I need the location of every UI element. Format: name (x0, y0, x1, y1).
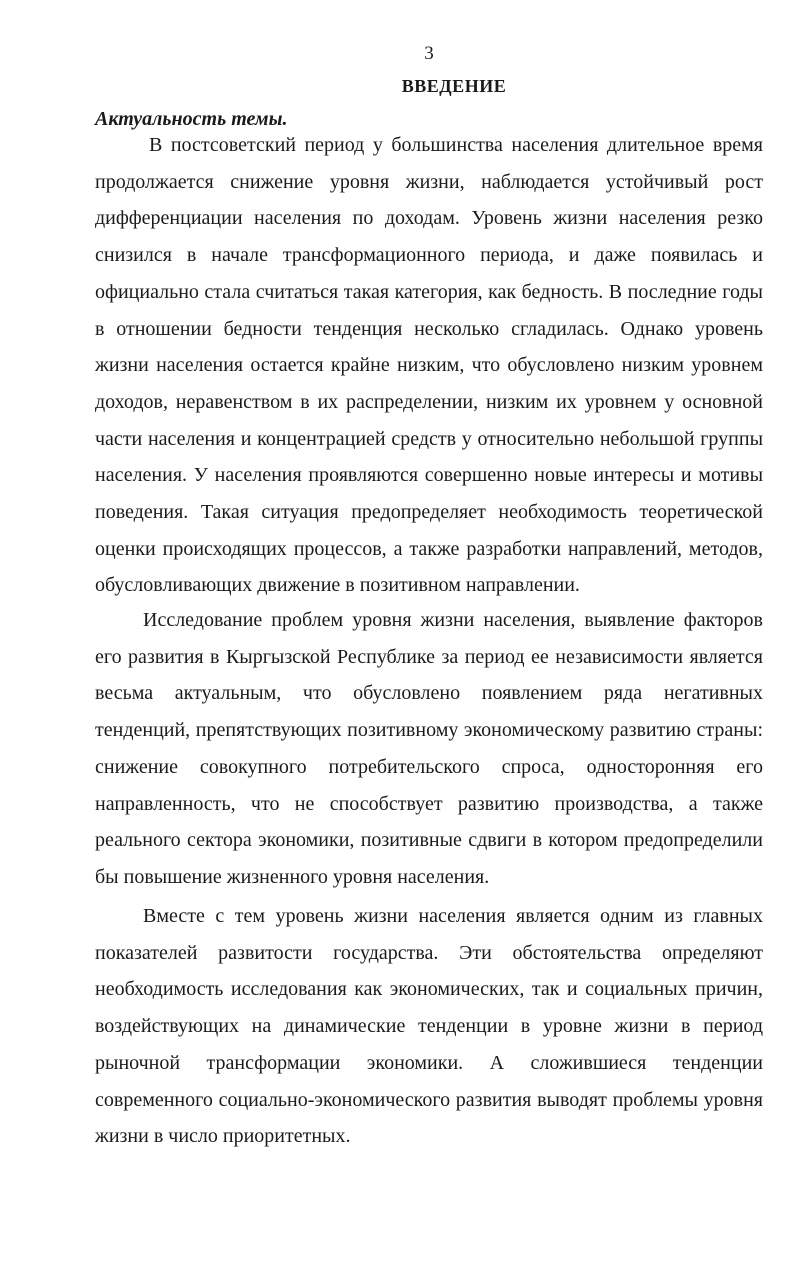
paragraph-1: В постсоветский период у большинства населения длительное время продолжается снижение уровня жизни, наблюдается устойчивый рост дифференциации населения по доходам. Уровень жизни населения резко снизился в начале трансформационного периода, и даже появилась и официально стала считаться такая категория, как бедность. В последние годы в отношении бедности тенденция несколько сгладилась. Однако уровень жизни населения остается крайне низким, что обусловлено низким уровнем доходов, неравенством в их распределении, низким их уровнем у основной части населения и концентрацией средств у относительно небольшой группы населения. У населения проявляются совершенно новые интересы и мотивы поведения. Такая ситуация предопределяет необходимость теоретической оценки происходящих процессов, а также разработки направлений, методов, обусловливающих движение в позитивном направлении. (95, 134, 763, 597)
paragraph-3: Вместе с тем уровень жизни населения является одним из главных показателей развитости государства. Эти обстоятельства определяют необходимость исследования как экономических, так и социальных причин, воздействующих на динамические тенденции в уровне жизни в период рыночной трансформации экономики. А сложившиеся тенденции современного социально-экономического развития выводят проблемы уровня жизни в число приоритетных. (95, 905, 763, 1148)
section-title: ВВЕДЕНИЕ (401, 76, 507, 96)
subheading: Актуальность темы. (95, 108, 288, 130)
paragraph-2: Исследование проблем уровня жизни населения, выявление факторов его развития в Кыргызской Республике за период ее независимости является весьма актуальным, что обусловлено появлением ряда негативных тенденций, препятствующих позитивному экономическому развитию страны: снижение совокупного потребительского спроса, односторонняя его направленность, что не способствует развитию производства, а также реального сектора экономики, позитивные сдвиги в котором предопределили бы повышение жизненного уровня населения. (95, 609, 763, 888)
page-number: 3 (424, 43, 434, 64)
